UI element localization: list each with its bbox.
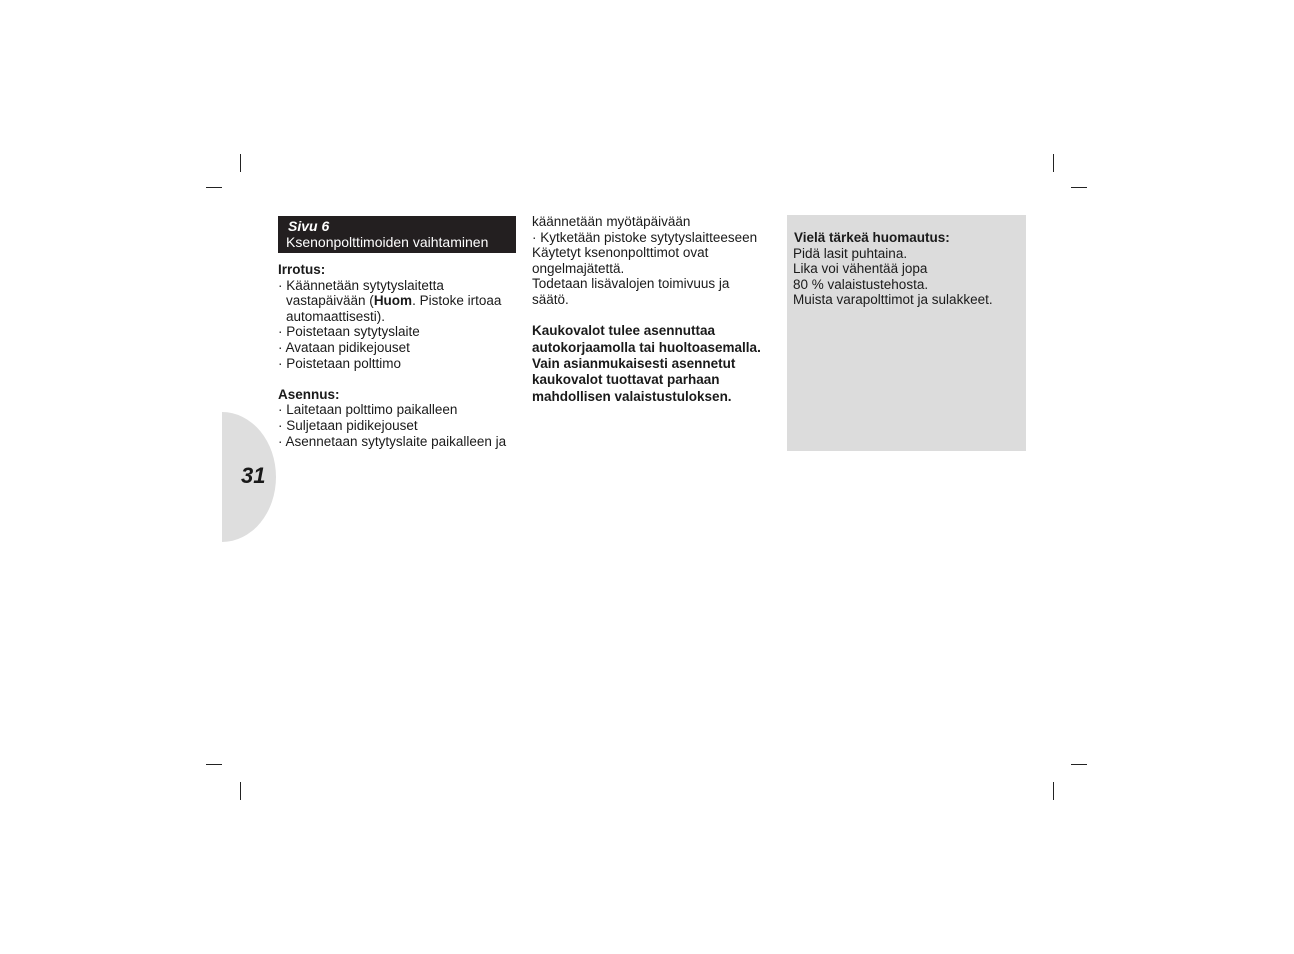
- highbeam-notice-line-5: mahdollisen valaistustuloksen.: [532, 388, 732, 404]
- important-note-line-4: Muista varapolttimot ja sulakkeet.: [793, 292, 993, 308]
- highbeam-notice-line-3: Vain asianmukaisesti asennetut: [532, 355, 736, 371]
- removal-step-1-pre: vastapäivään (: [286, 293, 374, 309]
- removal-heading: Irrotus:: [278, 262, 326, 277]
- installation-step-1: · Laitetaan polttimo paikalleen: [278, 402, 458, 418]
- crop-mark-bottom-left-horizontal: [206, 764, 222, 765]
- note-line-1: Käytetyt ksenonpolttimot ovat: [532, 245, 709, 261]
- note-line-3: Todetaan lisävalojen toimivuus ja: [532, 276, 730, 292]
- highbeam-notice-line-2: autokorjaamolla tai huoltoasemalla.: [532, 339, 761, 355]
- removal-step-1-line-3: automaattisesti).: [286, 308, 386, 324]
- crop-mark-top-right-vertical: [1053, 154, 1054, 172]
- removal-step-2: · Poistetaan sytytyslaite: [278, 324, 420, 340]
- column-middle: [532, 214, 777, 405]
- section-title: Ksenonpolttimoiden vaihtaminen: [286, 234, 489, 250]
- removal-step-3: · Avataan pidikejouset: [278, 339, 410, 355]
- installation-step-2: · Suljetaan pidikejouset: [278, 417, 418, 433]
- page-reference: Sivu 6: [288, 218, 330, 234]
- spacer: [278, 371, 518, 387]
- removal-step-1-line-1: · Käännetään sytytyslaitetta: [278, 277, 444, 293]
- installation-heading: Asennus:: [278, 386, 340, 402]
- installation-step-4: · Kytketään pistoke sytytyslaitteeseen: [532, 229, 758, 245]
- section-header: [278, 216, 516, 253]
- highbeam-notice-line-4: kaukovalot tuottavat parhaan: [532, 372, 720, 388]
- crop-mark-bottom-right-horizontal: [1071, 764, 1087, 765]
- important-note-heading: Vielä tärkeä huomautus:: [794, 230, 950, 245]
- highbeam-notice: [532, 323, 777, 405]
- important-note-line-3: 80 % valaistustehosta.: [793, 276, 929, 292]
- highbeam-notice-line-1: Kaukovalot tulee asennuttaa: [532, 323, 716, 339]
- removal-step-1-line-2: [278, 293, 518, 309]
- important-note-line-1: Pidä lasit puhtaina.: [793, 245, 908, 261]
- removal-step-4: · Poistetaan polttimo: [278, 355, 402, 371]
- crop-mark-bottom-right-vertical: [1053, 782, 1054, 800]
- removal-step-1-note-label: Huom: [373, 293, 413, 309]
- crop-mark-top-right-horizontal: [1071, 187, 1087, 188]
- important-note-box: [787, 215, 1026, 451]
- important-note-line-2: Lika voi vähentää jopa: [793, 261, 928, 277]
- note-line-4: säätö.: [532, 291, 569, 307]
- note-line-2: ongelmajätettä.: [532, 260, 625, 276]
- page-number: 31: [241, 463, 266, 488]
- removal-step-1-post: . Pistoke irtoaa: [412, 293, 502, 309]
- installation-step-3-line-2: käännetään myötäpäivään: [532, 214, 691, 229]
- crop-mark-top-left-horizontal: [206, 187, 222, 188]
- crop-mark-top-left-vertical: [240, 154, 241, 172]
- spacer: [532, 308, 777, 324]
- column-left: [278, 216, 518, 449]
- installation-step-3-line-1: · Asennetaan sytytyslaite paikalleen ja: [278, 433, 507, 449]
- crop-mark-bottom-left-vertical: [240, 782, 241, 800]
